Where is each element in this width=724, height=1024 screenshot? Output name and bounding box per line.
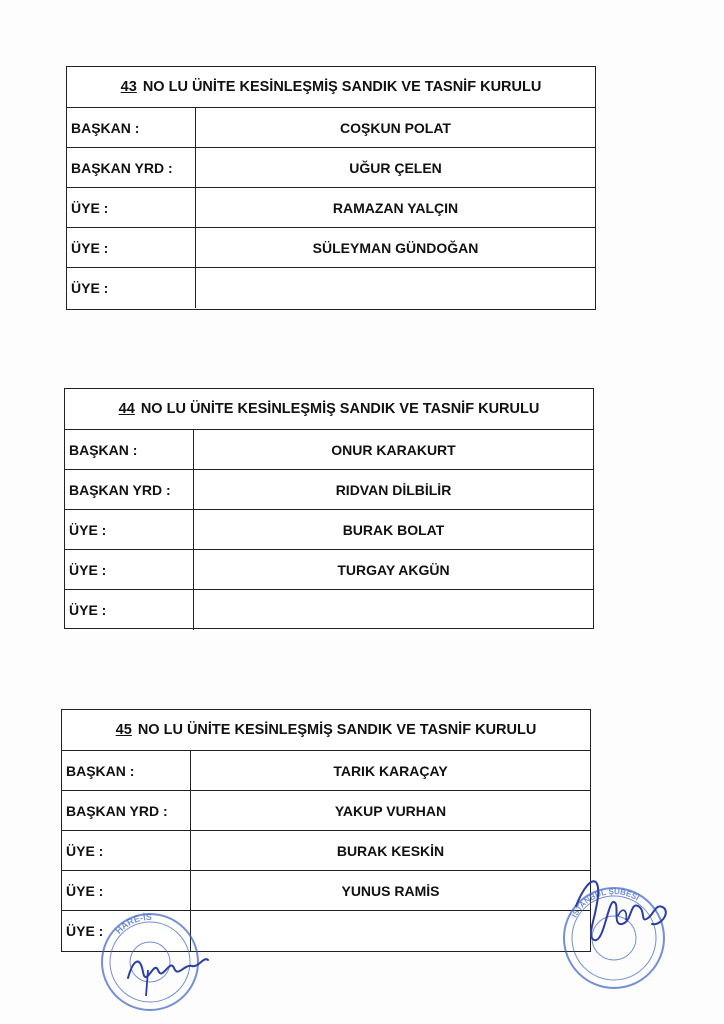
member-name: YAKUP VURHAN — [334, 803, 447, 819]
member-name: TARIK KARAÇAY — [333, 763, 448, 779]
role-label: BAŞKAN YRD : — [67, 148, 196, 187]
board-title-text: NO LU ÜNİTE KESİNLEŞMİŞ SANDIK VE TASNİF KURULU — [137, 722, 537, 738]
board-title — [67, 67, 595, 108]
table-row — [67, 268, 595, 308]
table-row — [67, 108, 595, 148]
role-label: ÜYE : — [65, 590, 194, 630]
member-name: BURAK BOLAT — [342, 522, 445, 538]
member-name: RAMAZAN YALÇIN — [332, 200, 459, 216]
svg-text:HARE-İS — [113, 912, 152, 936]
role-label: BAŞKAN : — [65, 430, 194, 469]
right-stamp-seal — [548, 866, 678, 996]
board-number: 45 — [115, 722, 132, 738]
member-name: BURAK KESKİN — [336, 843, 445, 859]
member-name: TURGAY AKGÜN — [337, 562, 450, 578]
board-title-text: NO LU ÜNİTE KESİNLEŞMİŞ SANDIK VE TASNİF KURULU — [142, 79, 542, 95]
role-label: ÜYE : — [67, 188, 196, 227]
table-row — [65, 470, 593, 510]
role-label: BAŞKAN : — [67, 108, 196, 147]
board-title — [62, 710, 590, 751]
role-label: BAŞKAN YRD : — [65, 470, 194, 509]
role-label: ÜYE : — [67, 228, 196, 267]
role-label: ÜYE : — [67, 268, 196, 308]
board-title-text: NO LU ÜNİTE KESİNLEŞMİŞ SANDIK VE TASNİF KURULU — [140, 401, 540, 417]
board-44 — [64, 388, 594, 629]
board-43 — [66, 66, 596, 310]
member-name — [194, 590, 593, 630]
member-name: ONUR KARAKURT — [331, 442, 456, 458]
member-name: UĞUR ÇELEN — [349, 160, 442, 176]
table-row — [67, 148, 595, 188]
table-row — [65, 510, 593, 550]
table-row — [65, 590, 593, 630]
role-label: ÜYE : — [65, 550, 194, 589]
member-name: YUNUS RAMİS — [341, 883, 440, 899]
role-label: ÜYE : — [62, 911, 191, 951]
board-number: 44 — [118, 401, 135, 417]
board-number: 43 — [120, 79, 137, 95]
member-name: SÜLEYMAN GÜNDOĞAN — [312, 240, 479, 256]
table-row — [67, 188, 595, 228]
table-row — [65, 550, 593, 590]
member-name — [191, 911, 590, 951]
role-label: BAŞKAN : — [62, 751, 191, 790]
role-label: BAŞKAN YRD : — [62, 791, 191, 830]
table-row — [67, 228, 595, 268]
role-label: ÜYE : — [62, 871, 191, 910]
table-row — [65, 430, 593, 470]
table-row — [62, 831, 590, 871]
member-name — [196, 268, 595, 308]
member-name: COŞKUN POLAT — [340, 120, 451, 136]
left-stamp-seal — [88, 900, 218, 1020]
right-stamp-text: İSTANBUL ŞUBESİ — [569, 886, 641, 920]
member-name: RIDVAN DİLBİLİR — [335, 482, 452, 498]
table-row — [62, 791, 590, 831]
role-label: ÜYE : — [62, 831, 191, 870]
table-row — [62, 751, 590, 791]
board-title — [65, 389, 593, 430]
left-stamp-text: HARE-İS — [113, 911, 152, 936]
role-label: ÜYE : — [65, 510, 194, 549]
